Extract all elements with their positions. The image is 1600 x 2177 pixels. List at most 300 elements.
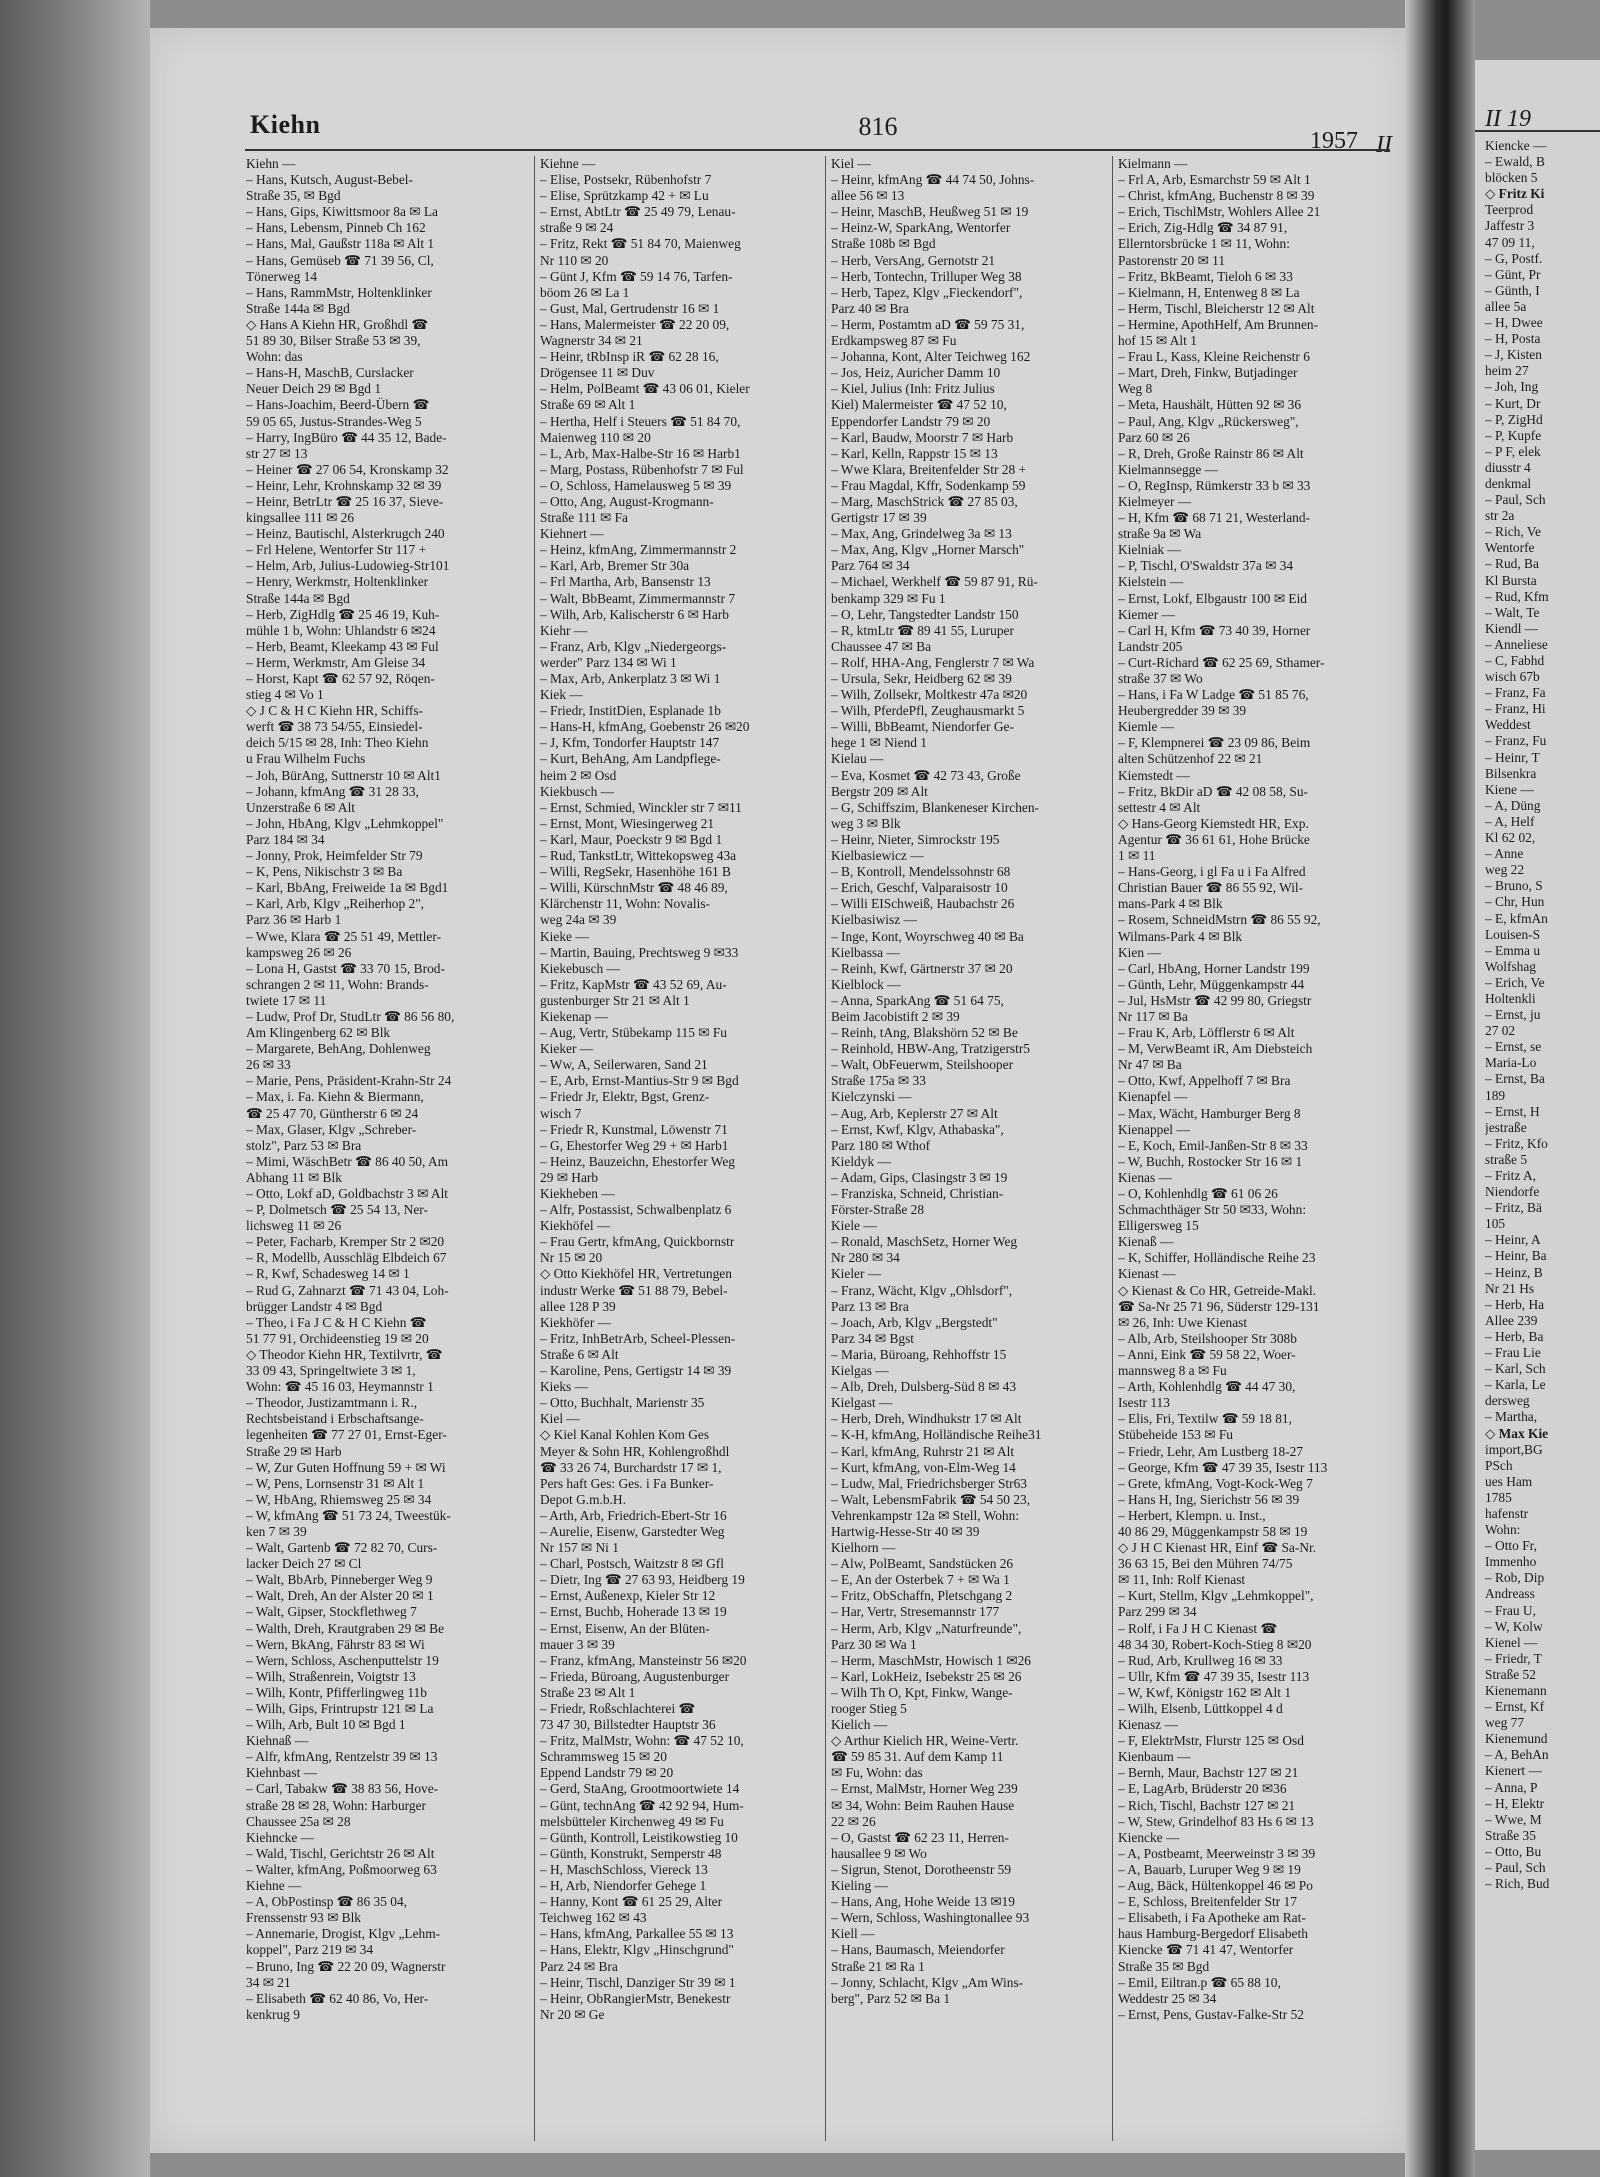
- directory-entry-line: – Marg, Postass, Rübenhofstr 7 ✉ Ful: [540, 461, 744, 477]
- directory-entry-line: – Michael, Werkhelf ☎ 59 87 91, Rü-: [831, 574, 1038, 590]
- directory-entry-line: weg 24a ✉ 39: [540, 912, 617, 928]
- directory-entry-line: Kienappel —: [1118, 1121, 1190, 1137]
- directory-entry-line: – Franz, Hi: [1485, 701, 1546, 717]
- directory-entry-line: – J, Kisten: [1485, 347, 1542, 363]
- directory-entry-line: ✉ 11, Inh: Rolf Kienast: [1118, 1572, 1246, 1588]
- directory-entry-line: Tönerweg 14: [246, 268, 318, 284]
- directory-entry-line: – Aug, Arb, Keplerstr 27 ✉ Alt: [831, 1105, 998, 1121]
- directory-entry-line: Hartwig-Hesse-Str 40 ✉ 39: [831, 1523, 980, 1539]
- directory-entry-line: – Ludw, Mal, Friedrichsberger Str63: [831, 1475, 1027, 1491]
- directory-entry-line: Straße 144a ✉ Bgd: [246, 590, 350, 606]
- directory-entry-line: dersweg: [1485, 1393, 1530, 1409]
- directory-entry-line: – Otto Fr,: [1485, 1538, 1537, 1554]
- column-1: [246, 156, 551, 2146]
- directory-entry-line: ◇ Arthur Kielich HR, Weine-Vertr.: [831, 1733, 1019, 1749]
- directory-entry-line: – Franz, kfmAng, Mansteinstr 56 ✉20: [540, 1652, 747, 1668]
- directory-entry-line: – Joh, BürAng, Suttnerstr 10 ✉ Alt1: [246, 767, 441, 783]
- directory-entry-line: Kiehnaß —: [246, 1733, 309, 1749]
- directory-entry-line: – Charl, Postsch, Waitzstr 8 ✉ Gfl: [540, 1556, 724, 1572]
- directory-entry-line: – John, HbAng, Klgv „Lehmkoppel": [246, 815, 444, 831]
- directory-entry-line: – Heinz, B: [1485, 1264, 1543, 1280]
- directory-entry-line: Kienel —: [1485, 1634, 1538, 1650]
- directory-entry-line: – Ullr, Kfm ☎ 47 39 35, Isestr 113: [1118, 1668, 1310, 1684]
- directory-entry-line: Parz 30 ✉ Wa 1: [831, 1636, 917, 1652]
- directory-entry-line: – Carl, Tabakw ☎ 38 83 56, Hove-: [246, 1781, 439, 1797]
- directory-entry-line: 29 ✉ Harb: [540, 1169, 599, 1185]
- directory-entry-line: – Heinz, Bauzeichn, Ehestorfer Weg: [540, 1153, 735, 1169]
- directory-entry-line: Kiehne —: [540, 156, 596, 171]
- directory-entry-line: – Rud G, Zahnarzt ☎ 71 43 04, Loh-: [246, 1282, 449, 1298]
- directory-entry-line: Kiel) Malermeister ☎ 47 52 10,: [831, 397, 1007, 413]
- directory-entry-line: lacker Deich 27 ✉ Cl: [246, 1556, 362, 1572]
- directory-entry-line: Straße 108b ✉ Bgd: [831, 236, 936, 252]
- directory-entry-line: – Frl Martha, Arb, Bansenstr 13: [540, 574, 711, 590]
- directory-entry-line: – Johann, kfmAng ☎ 31 28 33,: [246, 783, 419, 799]
- directory-entry-line: – Rich, Ve: [1485, 524, 1541, 540]
- directory-entry-line: – Fritz, Bä: [1485, 1200, 1542, 1216]
- directory-entry-line: – Wilh Th O, Kpt, Finkw, Wange-: [831, 1684, 1013, 1700]
- directory-entry-line: straße 9 ✉ 24: [540, 220, 614, 236]
- directory-entry-line: schrangen 2 ✉ 11, Wohn: Brands-: [246, 976, 429, 992]
- directory-entry-line: – Herm, MaschMstr, Howisch 1 ✉26: [831, 1652, 1031, 1668]
- directory-entry-line: Nr 117 ✉ Ba: [1118, 1008, 1188, 1024]
- directory-entry-line: – P, Tischl, O'Swaldstr 37a ✉ 34: [1118, 558, 1294, 574]
- directory-entry-line: – Max, Glaser, Klgv „Schreber-: [246, 1121, 417, 1137]
- directory-entry-line: – Horst, Kapt ☎ 62 57 92, Röqen-: [246, 671, 435, 686]
- directory-entry-line: – Rob, Dip: [1485, 1570, 1545, 1586]
- directory-entry-line: industr Werke ☎ 51 88 79, Bebel-: [540, 1282, 728, 1298]
- directory-entry-line: str 2a: [1485, 508, 1515, 524]
- directory-entry-line: weg 22: [1485, 862, 1525, 878]
- directory-entry-line: – Otto, Ang, August-Krogmann-: [540, 493, 714, 509]
- directory-entry-line: Neuer Deich 29 ✉ Bgd 1: [246, 381, 382, 397]
- directory-entry-line: – Günth, Kontroll, Leistikowstieg 10: [540, 1829, 738, 1845]
- directory-entry-line: – Alfr, kfmAng, Rentzelstr 39 ✉ 13: [246, 1749, 438, 1765]
- directory-entry-line: – Gerd, StaAng, Grootmoortwiete 14: [540, 1781, 740, 1797]
- directory-entry-line: – Wilh, Straßenrein, Voigtstr 13: [246, 1668, 416, 1684]
- directory-entry-line: – O, Gastst ☎ 62 23 11, Herren-: [831, 1829, 1009, 1845]
- directory-entry-line: Nr 21 Hs: [1485, 1280, 1535, 1296]
- directory-entry-line: – Rich, Bud: [1485, 1876, 1550, 1892]
- column-4: [1118, 156, 1405, 2146]
- directory-entry-line: Straße 29 ✉ Harb: [246, 1443, 342, 1459]
- directory-entry-line: – Günt J, Kfm ☎ 59 14 76, Tarfen-: [540, 268, 733, 284]
- directory-entry-line: – Franz, Fa: [1485, 685, 1546, 701]
- directory-entry-line: – E, An der Osterbek 7 + ✉ Wa 1: [831, 1572, 1010, 1588]
- directory-entry-line: – Herb, Tontechn, Trilluper Weg 38: [831, 268, 1022, 284]
- directory-entry-line: denkmal: [1485, 475, 1532, 491]
- directory-entry-line: – Reinh, Kwf, Gärtnerstr 37 ✉ 20: [831, 960, 1013, 976]
- directory-entry-line: Kielstein —: [1118, 574, 1184, 590]
- directory-entry-line: Bilsenkra: [1485, 765, 1537, 781]
- directory-entry-line: 59 05 65, Justus-Strandes-Weg 5: [246, 413, 422, 429]
- directory-entry-line: – Paul, Sch: [1485, 1860, 1546, 1876]
- directory-entry-line: – Hans-H, kfmAng, Goebenstr 26 ✉20: [540, 719, 750, 735]
- directory-entry-line: – Rud, TankstLtr, Wittekopsweg 43a: [540, 848, 737, 864]
- directory-entry-line: Kiendl —: [1485, 620, 1539, 636]
- directory-entry-line: 1785: [1485, 1489, 1512, 1505]
- directory-entry-line: – Emil, Eiltran.p ☎ 65 88 10,: [1118, 1974, 1281, 1990]
- directory-entry-line: Wilmans-Park 4 ✉ Blk: [1118, 928, 1243, 944]
- directory-entry-line: – Ursula, Sekr, Heidberg 62 ✉ 39: [831, 671, 1012, 686]
- directory-entry-line: – Kiel, Julius (Inh: Fritz Julius: [831, 381, 995, 397]
- directory-entry-line: Ellerntorsbrücke 1 ✉ 11, Wohn:: [1118, 236, 1290, 252]
- directory-entry-line: – F, ElektrMstr, Flurstr 125 ✉ Osd: [1118, 1733, 1304, 1749]
- directory-entry-line: – Alfr, Postassist, Schwalbenplatz 6: [540, 1202, 732, 1218]
- directory-entry-line: – Ernst, MalMstr, Horner Weg 239: [831, 1781, 1018, 1797]
- directory-entry-line: wisch 7: [540, 1105, 582, 1121]
- directory-entry-line: – Johanna, Kont, Alter Teichweg 162: [831, 349, 1031, 365]
- directory-entry-line: – Ernst, Kwf, Klgv, Athabaska",: [831, 1121, 1004, 1137]
- directory-entry-line: – Heinr, Lehr, Krohnskamp 32 ✉ 39: [246, 477, 442, 493]
- directory-entry-line: – Herm, Tischl, Bleicherstr 12 ✉ Alt: [1118, 300, 1315, 316]
- directory-entry-line: – Karl, kfmAng, Ruhrstr 21 ✉ Alt: [831, 1443, 1015, 1459]
- directory-entry-line: werder" Parz 134 ✉ Wi 1: [540, 654, 677, 670]
- directory-entry-line: ☎ 25 47 70, Güntherstr 6 ✉ 24: [246, 1105, 419, 1121]
- directory-entry-line: – Frau Magdal, Kffr, Sodenkamp 59: [831, 477, 1026, 493]
- directory-entry-line: Kielniak —: [1118, 542, 1181, 558]
- directory-entry-line: straße 5: [1485, 1151, 1528, 1167]
- directory-entry-line: – Karl, LokHeiz, Isebekstr 25 ✉ 26: [831, 1668, 1022, 1684]
- directory-entry-line: – Walt, Gipser, Stockflethweg 7: [246, 1604, 417, 1620]
- directory-entry-line: Nr 15 ✉ 20: [540, 1250, 603, 1266]
- directory-entry-line: Kienast —: [1118, 1266, 1176, 1282]
- directory-entry-line: – A, Düng: [1485, 797, 1541, 813]
- directory-entry-line: Kielhorn —: [831, 1540, 896, 1556]
- directory-entry-line: Kielmeyer —: [1118, 493, 1192, 509]
- directory-entry-line: str 27 ✉ 13: [246, 445, 308, 461]
- directory-entry-line: – Theodor, Justizamtmann i. R.,: [246, 1395, 418, 1411]
- directory-entry-line: – Hans-Georg, i gl Fa u i Fa Alfred: [1118, 864, 1306, 880]
- directory-entry-line: hof 15 ✉ Alt 1: [1118, 333, 1197, 349]
- directory-entry-line: mühle 1 b, Wohn: Uhlandstr 6 ✉24: [246, 622, 436, 638]
- directory-entry-line: Parz 34 ✉ Bgst: [831, 1330, 915, 1346]
- directory-entry-line: Kielgast —: [831, 1395, 893, 1411]
- directory-entry-line: – Friedr, Roßschlachterei ☎: [540, 1701, 696, 1716]
- directory-entry-line: – O, Lehr, Tangstedter Landstr 150: [831, 606, 1019, 622]
- directory-entry-line: – G, Postf.: [1485, 250, 1543, 266]
- directory-entry-line: – Ernst, Schmied, Winckler str 7 ✉11: [540, 799, 742, 815]
- directory-entry-line: – Inge, Kont, Woyrschweg 40 ✉ Ba: [831, 928, 1024, 944]
- directory-entry-line: – Frau U,: [1485, 1602, 1536, 1618]
- directory-entry-line: – Wern, BkAng, Fährstr 83 ✉ Wi: [246, 1636, 425, 1652]
- directory-entry-line: – Otto, Kwf, Appelhoff 7 ✉ Bra: [1118, 1073, 1291, 1089]
- directory-entry-line: Kielau —: [831, 751, 884, 767]
- directory-entry-line: Weddest: [1485, 717, 1531, 733]
- directory-entry-line: – Herb, Dreh, Windhukstr 17 ✉ Alt: [831, 1411, 1022, 1427]
- directory-entry-line: – Erich, Geschf, Valparaisostr 10: [831, 880, 1008, 896]
- directory-entry-line: – Emma u: [1485, 942, 1541, 958]
- directory-entry-line: Gertigstr 17 ✉ 39: [831, 510, 927, 526]
- directory-entry-line: Rechtsbeistand i Erbschaftsange-: [246, 1411, 424, 1427]
- directory-entry-line: – J, Kfm, Tondorfer Hauptstr 147: [540, 735, 720, 751]
- directory-entry-line: settestr 4 ✉ Alt: [1118, 799, 1201, 815]
- directory-entry-line: – Anna, SparkAng ☎ 51 64 75,: [831, 992, 1004, 1008]
- directory-entry-line: werft ☎ 38 73 54/55, Einsiedel-: [246, 719, 423, 735]
- directory-entry-line: – Theo, i Fa J C & H C Kiehn ☎: [246, 1314, 427, 1330]
- directory-entry-line: Meyer & Sohn HR, Kohlengroßhdl: [540, 1443, 730, 1459]
- directory-entry-line: – Carl, HbAng, Horner Landstr 199: [1118, 960, 1310, 976]
- directory-entry-line: – P, ZigHd: [1485, 411, 1543, 427]
- directory-entry-line: – Frau K, Arb, Löfflerstr 6 ✉ Alt: [1118, 1025, 1295, 1041]
- directory-entry-line: Parz 180 ✉ Wthof: [831, 1137, 931, 1153]
- directory-entry-line: – W, kfmAng ☎ 51 73 24, Tweestük-: [246, 1507, 451, 1523]
- directory-entry-line: Kiekbusch —: [540, 783, 615, 799]
- column-divider: [534, 156, 535, 2141]
- directory-entry-line: – Wilh, Gips, Frintrupstr 121 ✉ La: [246, 1701, 434, 1716]
- directory-entry-line: – R, Kwf, Schadesweg 14 ✉ 1: [246, 1266, 410, 1282]
- directory-entry-line: alten Schützenhof 22 ✉ 21: [1118, 751, 1263, 767]
- directory-entry-line: Kielblock —: [831, 976, 901, 992]
- directory-entry-line: – O, Kohlenhdlg ☎ 61 06 26: [1118, 1186, 1278, 1201]
- directory-entry-line: brügger Landstr 4 ✉ Bgd: [246, 1298, 383, 1314]
- directory-entry-line: Kienas —: [1118, 1169, 1172, 1185]
- directory-entry-line: – Heinr, MaschB, Heußweg 51 ✉ 19: [831, 204, 1029, 220]
- directory-entry-line: Nr 47 ✉ Ba: [1118, 1057, 1182, 1073]
- directory-entry-line: Straße 175a ✉ 33: [831, 1073, 926, 1089]
- directory-entry-line: Kiencke ☎ 71 41 47, Wentorfer: [1118, 1942, 1294, 1958]
- directory-entry-line: – Ernst, Kf: [1485, 1699, 1545, 1715]
- directory-entry-line: Kiene —: [1485, 781, 1534, 797]
- directory-entry-line: Bergstr 209 ✉ Alt: [831, 783, 928, 799]
- directory-entry-line: – Max, i. Fa. Kiehn & Biermann,: [246, 1089, 424, 1105]
- directory-entry-line: – Frau Lie: [1485, 1345, 1541, 1361]
- directory-entry-line: Straße 35 ✉ Bgd: [1118, 1958, 1210, 1974]
- directory-entry-line: kenkrug 9: [246, 2006, 300, 2022]
- directory-entry-line: – Herb, Tapez, Klgv „Fieckendorf",: [831, 284, 1023, 300]
- directory-entry-line: – Fritz A,: [1485, 1168, 1536, 1183]
- directory-entry-line: Pastorenstr 20 ✉ 11: [1118, 252, 1226, 268]
- directory-entry-line: – Willi, BbBeamt, Niendorfer Ge-: [831, 719, 1014, 735]
- directory-entry-line: – Ernst, Mont, Wiesingerweg 21: [540, 815, 715, 831]
- directory-entry-line: – W, HbAng, Rhiemsweg 25 ✉ 34: [246, 1491, 432, 1507]
- directory-entry-line: Kielgas —: [831, 1363, 889, 1379]
- column-2: [540, 156, 845, 2146]
- directory-entry-line: – Mimi, WäschBetr ☎ 86 40 50, Am: [246, 1153, 449, 1169]
- directory-entry-line: ken 7 ✉ 39: [246, 1523, 307, 1539]
- directory-entry-line: – Heiner ☎ 27 06 54, Kronskamp 32: [246, 461, 449, 477]
- directory-entry-line: – A, Postbeamt, Meerweinstr 3 ✉ 39: [1118, 1845, 1316, 1861]
- directory-entry-line: melsbütteler Kirchenweg 49 ✉ Fu: [540, 1813, 724, 1829]
- directory-entry-line: – Ernst, H: [1485, 1103, 1540, 1119]
- directory-entry-line: Kieler —: [831, 1266, 882, 1282]
- directory-entry-line: – Ernst, Buchb, Hoherade 13 ✉ 19: [540, 1604, 727, 1620]
- directory-entry-line: – Heinr, Ba: [1485, 1248, 1547, 1264]
- directory-entry-line: Kiekhöfel —: [540, 1218, 611, 1234]
- directory-entry-line: – Rud, Arb, Krullweg 16 ✉ 33: [1118, 1652, 1283, 1668]
- directory-entry-line: – Hans, RammMstr, Holtenklinker: [246, 284, 432, 300]
- directory-entry-line: – Ernst, Ba: [1485, 1071, 1545, 1087]
- directory-entry-line: – W, Buchh, Rostocker Str 16 ✉ 1: [1118, 1153, 1303, 1169]
- directory-entry-line: Kienert —: [1485, 1763, 1542, 1779]
- directory-entry-line: 27 02: [1485, 1023, 1516, 1039]
- directory-entry-line: – F, Klempnerei ☎ 23 09 86, Beim: [1118, 735, 1311, 751]
- directory-entry-line: Kiehne —: [246, 1878, 302, 1894]
- directory-entry-line: straße 28 ✉ 28, Wohn: Harburger: [246, 1797, 426, 1813]
- directory-entry-line: – Maria, Büroang, Rehhoffstr 15: [831, 1346, 1007, 1362]
- directory-entry-line: 73 47 30, Billstedter Hauptstr 36: [540, 1717, 716, 1733]
- directory-entry-line: – W, Stew, Grindelhof 83 Hs 6 ✉ 13: [1118, 1813, 1314, 1829]
- directory-entry-line: rooger Stieg 5: [831, 1701, 907, 1716]
- directory-entry-line: Eppendorfer Landstr 79 ✉ 20: [831, 413, 991, 429]
- directory-entry-line: Klärchenstr 11, Wohn: Novalis-: [540, 896, 710, 912]
- directory-entry-line: – Hans H, Ing, Sierichstr 56 ✉ 39: [1118, 1491, 1300, 1507]
- directory-entry-line: Wohn:: [1485, 1522, 1521, 1538]
- directory-entry-line: – Karl, Kelln, Rappstr 15 ✉ 13: [831, 445, 998, 461]
- directory-entry-line: – Walter, kfmAng, Poßmoorweg 63: [246, 1861, 437, 1877]
- directory-entry-line: Kieke —: [540, 928, 589, 944]
- directory-entry-line: Isestr 113: [1118, 1395, 1170, 1411]
- directory-entry-line: Kiek —: [540, 687, 583, 703]
- directory-entry-line: – Wilh, Arb, Bult 10 ✉ Bgd 1: [246, 1717, 406, 1733]
- directory-entry-line: 189: [1485, 1087, 1506, 1103]
- directory-entry-line: – O, Schloss, Hamelausweg 5 ✉ 39: [540, 477, 732, 493]
- directory-entry-line: haus Hamburg-Bergedorf Elisabeth: [1118, 1926, 1308, 1942]
- directory-entry-line: – Kurt, Stellm, Klgv „Lehmkoppel",: [1118, 1588, 1314, 1604]
- directory-entry-line: – Anni, Eink ☎ 59 58 22, Woer-: [1118, 1346, 1296, 1362]
- directory-entry-line: Wagnerstr 34 ✉ 21: [540, 333, 643, 349]
- adjacent-page-header: II 19: [1485, 106, 1531, 132]
- directory-entry-line: – Peter, Facharb, Kremper Str 2 ✉20: [246, 1234, 445, 1250]
- directory-entry-line: Kiekhöfer —: [540, 1314, 612, 1330]
- directory-entry-line: jestraße: [1485, 1119, 1527, 1135]
- directory-entry-line: – Reinhold, HBW-Ang, Tratzigerstr5: [831, 1041, 1030, 1057]
- directory-entry-line: Kien —: [1118, 944, 1161, 960]
- directory-entry-line: – Otto, Buchhalt, Marienstr 35: [540, 1395, 705, 1411]
- directory-entry-line: Teerprod: [1485, 202, 1534, 218]
- directory-entry-line: – Ernst, AbtLtr ☎ 25 49 79, Lenau-: [540, 204, 736, 220]
- directory-entry-line: Vehrenkampstr 12a ✉ Stell, Wohn:: [831, 1507, 1020, 1523]
- directory-entry-line: – Kielmann, H, Entenweg 8 ✉ La: [1118, 284, 1300, 300]
- directory-entry-line: – Herb, ZigHdlg ☎ 25 46 19, Kuh-: [246, 606, 440, 622]
- directory-entry-line: – Heinr, kfmAng ☎ 44 74 50, Johns-: [831, 172, 1035, 188]
- book-gutter: [1405, 0, 1475, 2177]
- directory-entry-line: – Joh, Ing: [1485, 379, 1539, 395]
- directory-entry-line: – Lona H, Gastst ☎ 33 70 15, Brod-: [246, 960, 445, 976]
- directory-entry-line: – Alw, PolBeamt, Sandstücken 26: [831, 1556, 1014, 1572]
- directory-entry-line: – Frieda, Büroang, Augustenburger: [540, 1668, 730, 1684]
- directory-entry-line: – Bruno, Ing ☎ 22 20 09, Wagnerstr: [246, 1958, 446, 1974]
- directory-entry-line: ☎ Sa-Nr 25 71 96, Süderstr 129-131: [1118, 1298, 1320, 1314]
- directory-entry-line: – Rosem, SchneidMstrn ☎ 86 55 92,: [1118, 912, 1321, 928]
- directory-entry-line: – Dietr, Ing ☎ 27 63 93, Heidberg 19: [540, 1572, 745, 1588]
- directory-entry-line: – W, Zur Guten Hoffnung 59 + ✉ Wi: [246, 1459, 446, 1475]
- directory-entry-line: – Aug, Bäck, Hültenkoppel 46 ✉ Po: [1118, 1878, 1313, 1894]
- directory-entry-line: – Helm, Arb, Julius-Ludowieg-Str101: [246, 558, 450, 574]
- directory-entry-line: hausallee 9 ✉ Wo: [831, 1845, 927, 1861]
- directory-entry-line: Kieling —: [831, 1878, 888, 1894]
- directory-entry-line: – E, kfmAn: [1485, 910, 1548, 926]
- directory-entry-line: – Ernst, Pens, Gustav-Falke-Str 52: [1118, 2006, 1304, 2022]
- directory-entry-line: benkamp 329 ✉ Fu 1: [831, 590, 946, 606]
- directory-entry-line: Schrammsweg 15 ✉ 20: [540, 1749, 667, 1765]
- directory-entry-line: – Max, Wächt, Hamburger Berg 8: [1118, 1105, 1301, 1121]
- directory-entry-line: Niendorfe: [1485, 1184, 1540, 1200]
- directory-entry-line: – P F, elek: [1485, 443, 1541, 459]
- directory-entry-line: – Elis, Fri, Textilw ☎ 59 18 81,: [1118, 1411, 1292, 1427]
- directory-entry-line: – Fritz, Kfo: [1485, 1135, 1548, 1151]
- directory-entry-line: Am Klingenberg 62 ✉ Blk: [246, 1025, 391, 1041]
- directory-entry-line: PSch: [1485, 1457, 1513, 1473]
- directory-entry-line: – Wern, Schloss, Washingtonallee 93: [831, 1910, 1030, 1926]
- directory-entry-line: – Wilh, Zollsekr, Moltkestr 47a ✉20: [831, 687, 1028, 703]
- directory-entry-line: – Fritz, BkBeamt, Tieloh 6 ✉ 33: [1118, 268, 1293, 284]
- directory-entry-line: Straße 69 ✉ Alt 1: [540, 397, 636, 413]
- directory-entry-line: ✉ 34, Wohn: Beim Rauhen Hause: [831, 1797, 1015, 1813]
- directory-entry-line: Abhang 11 ✉ Blk: [246, 1169, 342, 1185]
- directory-entry-line: – Fritz, BkDir aD ☎ 42 08 58, Su-: [1118, 783, 1309, 799]
- directory-entry-line: Wentorfe: [1485, 540, 1535, 556]
- directory-entry-line: gustenburger Str 21 ✉ Alt 1: [540, 992, 690, 1008]
- directory-entry-line: Beim Jacobistift 2 ✉ 39: [831, 1008, 960, 1024]
- directory-entry-line: – Ernst, ju: [1485, 1007, 1541, 1023]
- directory-entry-line: Stübeheide 153 ✉ Fu: [1118, 1427, 1233, 1443]
- directory-entry-line: – Max, Ang, Grindelweg 3a ✉ 13: [831, 526, 1012, 542]
- directory-entry-line: – Chr, Hun: [1485, 894, 1545, 910]
- directory-entry-line: stieg 4 ✉ Vo 1: [246, 687, 324, 703]
- directory-entry-line: Kiemer —: [1118, 606, 1175, 622]
- directory-entry-line: – Friedr, Lehr, Am Lustberg 18-27: [1118, 1443, 1304, 1459]
- column-3: [831, 156, 1136, 2146]
- directory-entry-line: – O, RegInsp, Rümkerstr 33 b ✉ 33: [1118, 477, 1311, 493]
- directory-entry-line: Kiehnbast —: [246, 1765, 318, 1781]
- directory-entry-line: 36 63 15, Bei den Mühren 74/75: [1118, 1556, 1293, 1572]
- directory-entry-line: – Wwe Klara, Breitenfelder Str 28 +: [831, 461, 1027, 477]
- directory-entry-line: – H, Arb, Niendorfer Gehege 1: [540, 1878, 707, 1894]
- directory-entry-line: 22 ✉ 26: [831, 1813, 876, 1829]
- directory-entry-line: – Martha,: [1485, 1409, 1538, 1425]
- directory-entry-line: Straße 144a ✉ Bgd: [246, 300, 350, 316]
- directory-entry-line: – Ludw, Prof Dr, StudLtr ☎ 86 56 80,: [246, 1008, 455, 1024]
- directory-entry-line: – Sigrun, Stenot, Dorotheenstr 59: [831, 1861, 1012, 1877]
- directory-entry-line: Jaffestr 3: [1485, 218, 1535, 234]
- directory-entry-line: diusstr 4: [1485, 459, 1531, 475]
- directory-entry-line: wisch 67b: [1485, 669, 1540, 685]
- directory-entry-line: allee 5a: [1485, 298, 1527, 314]
- directory-entry-line: – Hertha, Helf i Steuers ☎ 51 84 70,: [540, 413, 741, 429]
- directory-entry-line: Allee 239: [1485, 1312, 1538, 1328]
- directory-entry-line: – Bernh, Maur, Bachstr 127 ✉ 21: [1118, 1765, 1299, 1781]
- directory-entry-line: Nr 280 ✉ 34: [831, 1250, 900, 1266]
- directory-entry-line: – George, Kfm ☎ 47 39 35, Isestr 113: [1118, 1459, 1328, 1475]
- directory-entry-line: – P, Kupfe: [1485, 427, 1542, 443]
- directory-entry-line: Kiell —: [831, 1926, 875, 1942]
- directory-entry-line: 48 34 30, Robert-Koch-Stieg 8 ✉20: [1118, 1636, 1312, 1652]
- directory-entry-line: – Günth, I: [1485, 282, 1540, 298]
- directory-entry-line: Maienweg 110 ✉ 20: [540, 429, 651, 445]
- directory-entry-line: Andreass: [1485, 1586, 1535, 1602]
- directory-entry-line: 47 09 11,: [1485, 234, 1535, 250]
- directory-entry-line: – W, Pens, Lornsenstr 31 ✉ Alt 1: [246, 1475, 425, 1491]
- directory-entry-line: – Fritz, Rekt ☎ 51 84 70, Maienweg: [540, 236, 741, 252]
- directory-entry-line: – Bruno, S: [1485, 878, 1543, 894]
- directory-entry-line: – Frl A, Arb, Esmarchstr 59 ✉ Alt 1: [1118, 172, 1311, 188]
- directory-entry-line: – Herm, Postamtm aD ☎ 59 75 31,: [831, 316, 1025, 332]
- directory-entry-line: – Erich, TischlMstr, Wohlers Allee 21: [1118, 204, 1321, 220]
- directory-entry-line: – E, Koch, Emil-Janßen-Str 8 ✉ 33: [1118, 1137, 1308, 1153]
- directory-entry-line: 40 86 29, Müggenkampstr 58 ✉ 19: [1118, 1523, 1308, 1539]
- directory-entry-line: Parz 184 ✉ 34: [246, 831, 325, 847]
- directory-entry-line: ues Ham: [1485, 1473, 1533, 1489]
- directory-entry-line: Erdkampsweg 87 ✉ Fu: [831, 333, 957, 349]
- directory-entry-line: Kiekebusch —: [540, 960, 620, 976]
- directory-entry-line: – Adam, Gips, Clasingstr 3 ✉ 19: [831, 1169, 1008, 1185]
- directory-entry-line: Kiehncke —: [246, 1829, 315, 1845]
- directory-entry-line: mans-Park 4 ✉ Blk: [1118, 896, 1223, 912]
- directory-entry-line: Kienapfel —: [1118, 1089, 1188, 1105]
- directory-entry-line: Kieker —: [540, 1041, 594, 1057]
- directory-entry-line: – Fritz, KapMstr ☎ 43 52 69, Au-: [540, 976, 727, 992]
